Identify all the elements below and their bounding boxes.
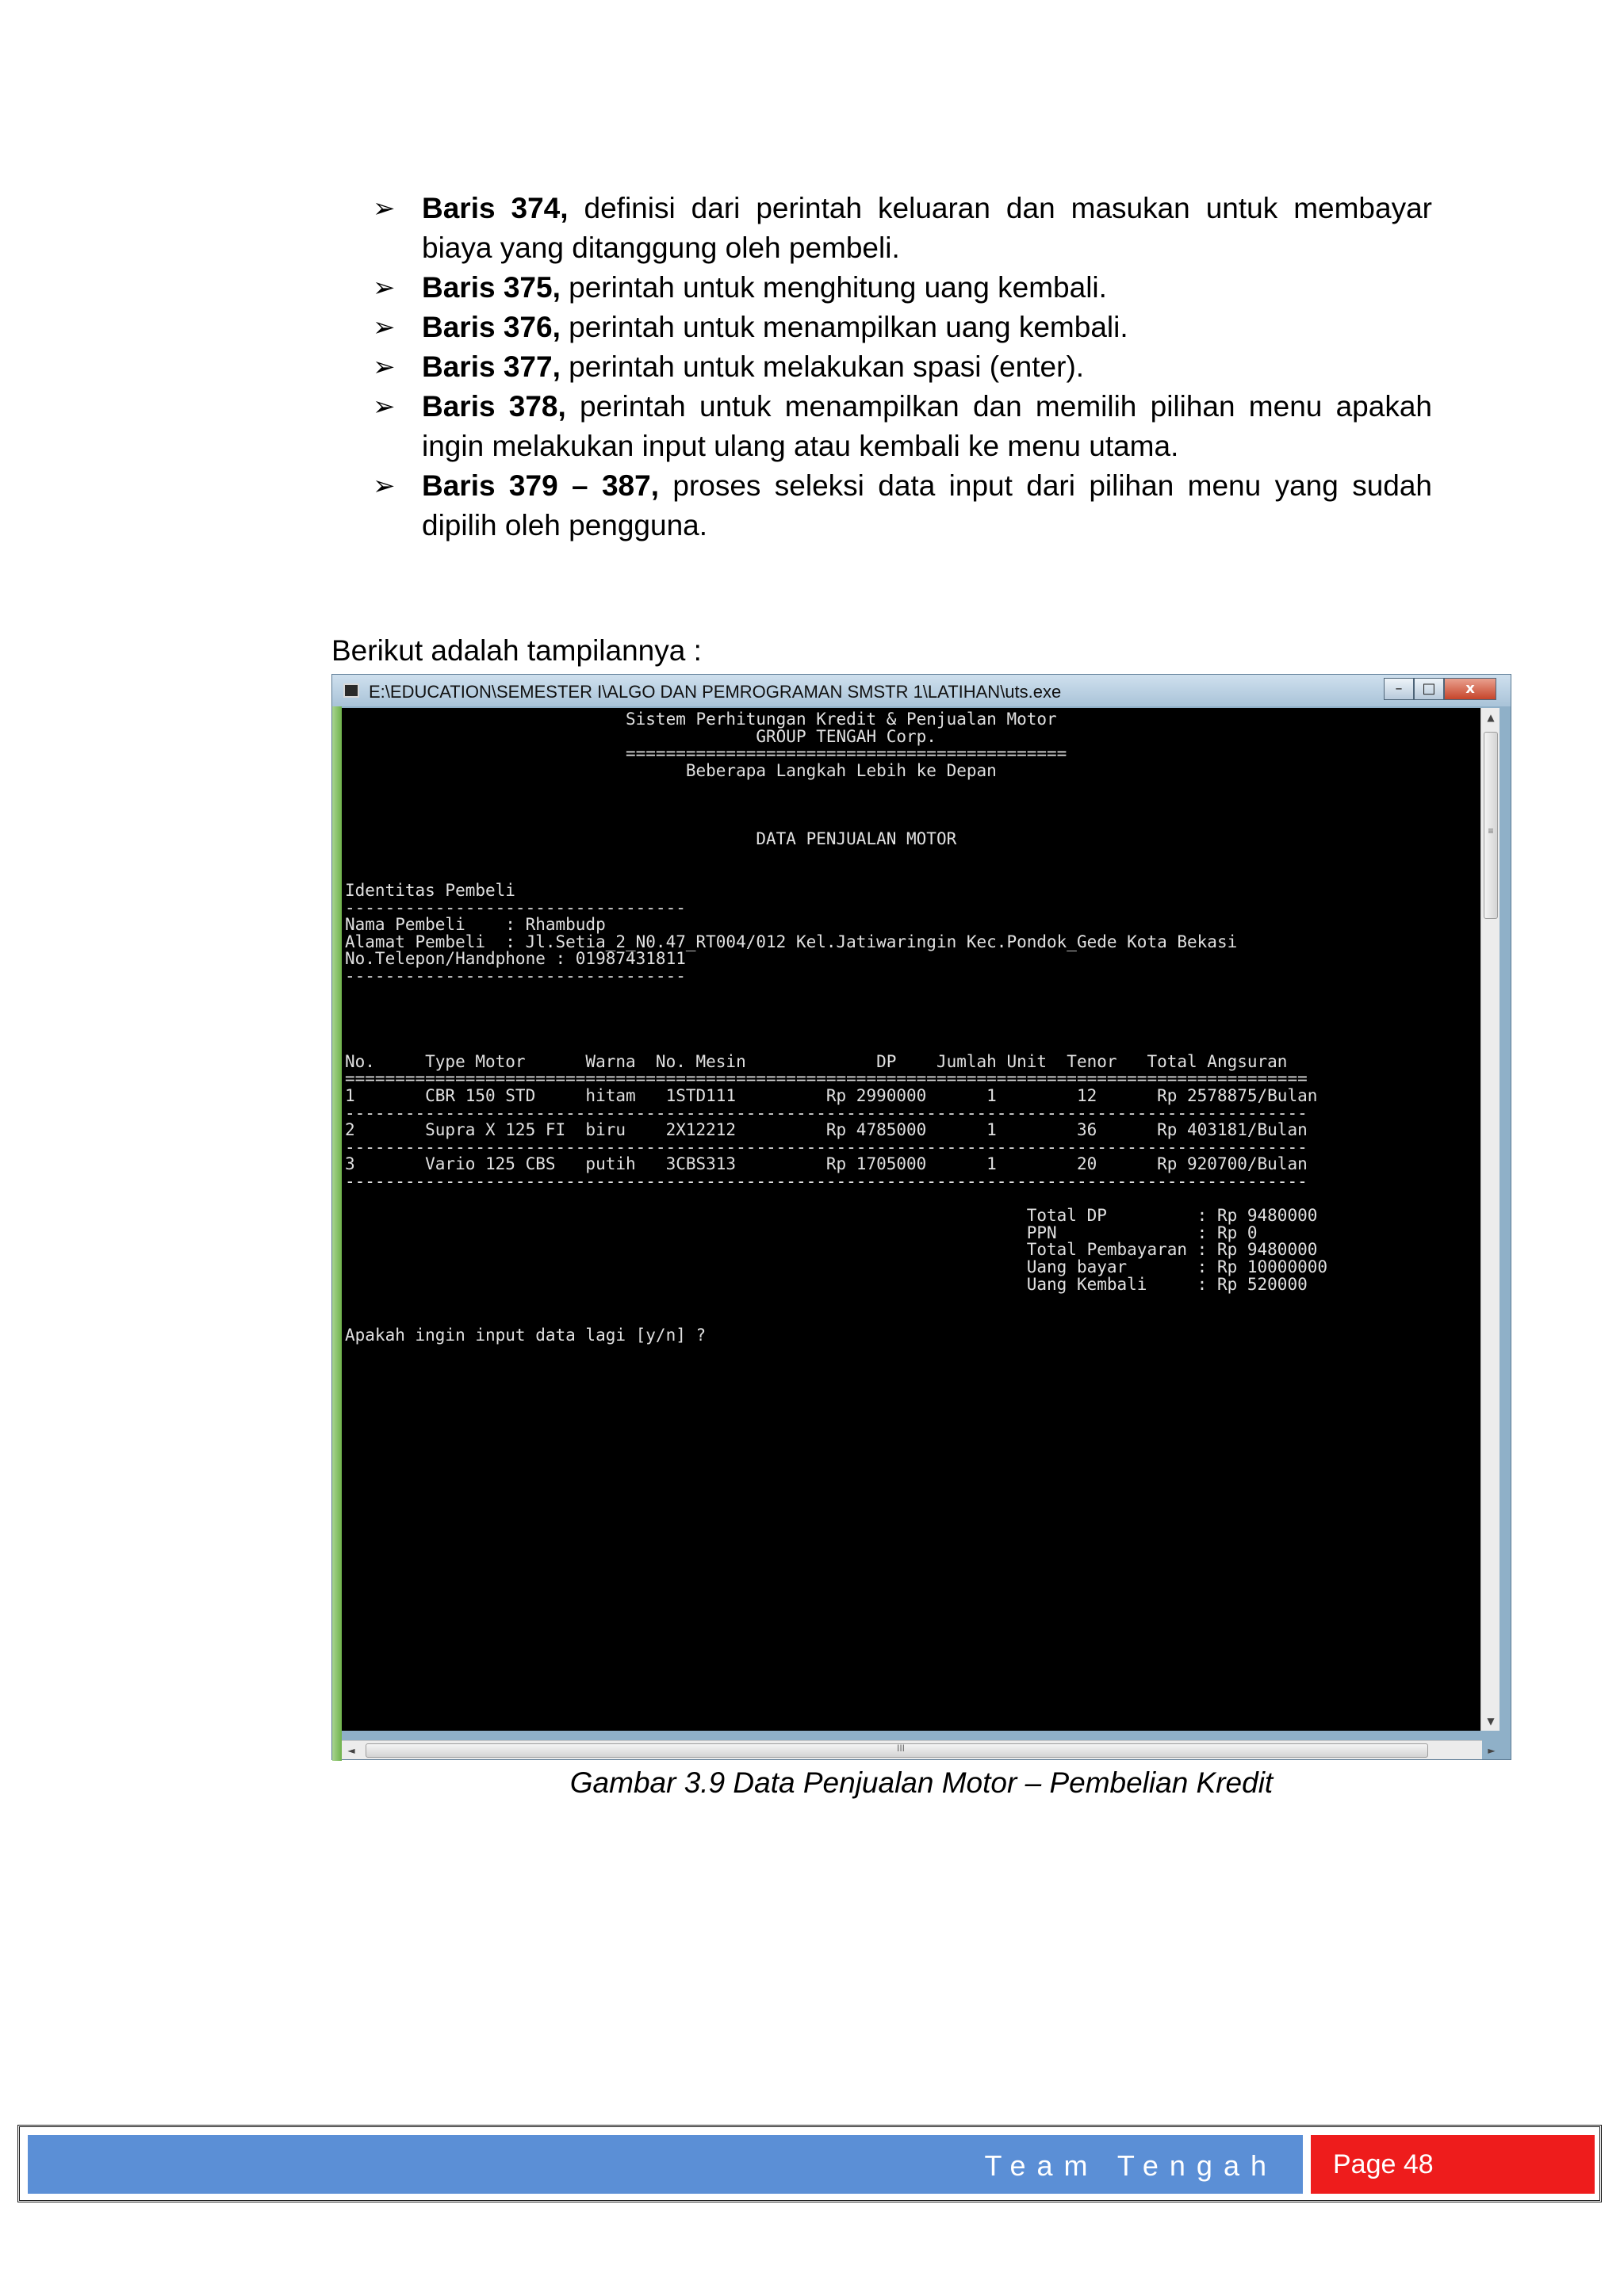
bullet-item [373, 466, 1432, 545]
horizontal-scrollbar[interactable] [342, 1740, 1496, 1759]
background-strip [332, 706, 342, 1761]
bullet-bold: Baris 376, [422, 311, 561, 343]
page-number: Page 48 [1333, 2149, 1434, 2179]
console-output[interactable] [342, 708, 1482, 1731]
page-footer [17, 2125, 1602, 2202]
bullet-bold: Baris 375, [422, 271, 561, 304]
arrow-bullet-icon: ➢ [373, 193, 396, 224]
window-titlebar[interactable] [332, 675, 1511, 706]
scroll-left-icon[interactable]: ◄ [347, 1745, 355, 1756]
figure-caption: Gambar 3.9 Data Penjualan Motor – Pembelian Kredit [569, 1766, 1274, 1799]
bullet-text: perintah untuk menampilkan dan memilih pilihan menu apakah ingin melakukan input ulang atau kembali ke menu utama. [422, 390, 1432, 462]
intro-text: Berikut adalah tampilannya : [331, 634, 702, 667]
bullet-bold: Baris 379 – 387, [422, 469, 659, 502]
arrow-bullet-icon: ➢ [373, 312, 396, 342]
bullet-text: proses seleksi data input dari pilihan menu yang sudah dipilih oleh pengguna. [422, 469, 1432, 541]
bullet-bold: Baris 374, [422, 192, 569, 224]
hscroll-grip-icon: III [897, 1743, 906, 1754]
footer-team-name: Team Tengah [984, 2149, 1277, 2182]
scroll-up-icon[interactable]: ▲ [1487, 712, 1495, 723]
bullet-text: definisi dari perintah keluaran dan masukan untuk membayar biaya yang ditanggung oleh pembeli. [422, 192, 1432, 264]
bullet-bold: Baris 377, [422, 350, 561, 383]
arrow-bullet-icon: ➢ [373, 352, 396, 382]
scroll-right-icon[interactable]: ► [1488, 1745, 1496, 1756]
console-text: Sistem Perhitungan Kredit & Penjualan Motor GROUP TENGAH Corp. ============================================ Beberapa Langkah Lebih ke Depan DATA PENJUALAN MOTOR Identitas Pembeli ---------------------------------- Nama Pembeli : Rhambudp Alamat Pembeli : Jl.Setia_2_N0.47_RT004/012 Kel.Jatiwaringin Kec.Pondok_Gede Kota Bekasi No.Telepon/Handphone : 01987431811 ---------------------------------- No. Type Motor Warna No. Mesin DP Jumlah Unit Tenor Total Angsuran ================================================================================================ 1 CBR 150 STD hitam 1STD111 Rp 2990000 1 12 Rp 2578875/Bulan ------------------------------------------------------------------------------------------------ 2 Supra X 125 FI biru 2X12212 Rp 4785000 1 36 Rp 403181/Bulan ------------------------------------------------------------------------------------------------ 3 Vario 125 CBS putih 3CBS313 Rp 1705000 1 20 Rp 920700/Bulan ------------------------------------------------------------------------------------------------ Total DP : Rp 9480000 PPN : Rp 0 Total Pembayaran : Rp 9480000 Uang bayar : Rp 10000000 Uang Kembali : Rp 520000 Apakah ingin input data lagi [y/n] ? [345, 710, 1328, 1345]
vertical-scrollbar[interactable] [1480, 708, 1500, 1731]
close-button[interactable]: x [1444, 678, 1496, 700]
footer-page-box [1311, 2135, 1595, 2194]
window-title: E:\EDUCATION\SEMESTER I\ALGO DAN PEMROGRAMAN SMSTR 1\LATIHAN\uts.exe [369, 682, 1062, 702]
bullet-item [373, 268, 1432, 308]
bullet-list [373, 189, 1432, 545]
bullet-item [373, 308, 1432, 347]
arrow-bullet-icon: ➢ [373, 471, 396, 501]
bullet-text: perintah untuk menampilkan uang kembali. [560, 311, 1128, 343]
window-controls [1384, 678, 1496, 700]
bullet-item [373, 347, 1432, 387]
arrow-bullet-icon: ➢ [373, 392, 396, 422]
arrow-bullet-icon: ➢ [373, 273, 396, 303]
footer-team-bar [28, 2135, 1303, 2194]
scroll-grip-icon: ≡ [1488, 825, 1494, 836]
scroll-down-icon[interactable]: ▼ [1487, 1716, 1495, 1727]
bullet-text: perintah untuk menghitung uang kembali. [560, 271, 1107, 304]
bullet-item [373, 189, 1432, 268]
maximize-button[interactable]: □ [1414, 678, 1444, 700]
minimize-button[interactable]: – [1384, 678, 1414, 700]
bullet-item [373, 387, 1432, 466]
bullet-bold: Baris 378, [422, 390, 566, 423]
console-app-icon [343, 683, 359, 698]
console-window [331, 674, 1511, 1760]
bullet-text: perintah untuk melakukan spasi (enter). [560, 350, 1085, 383]
